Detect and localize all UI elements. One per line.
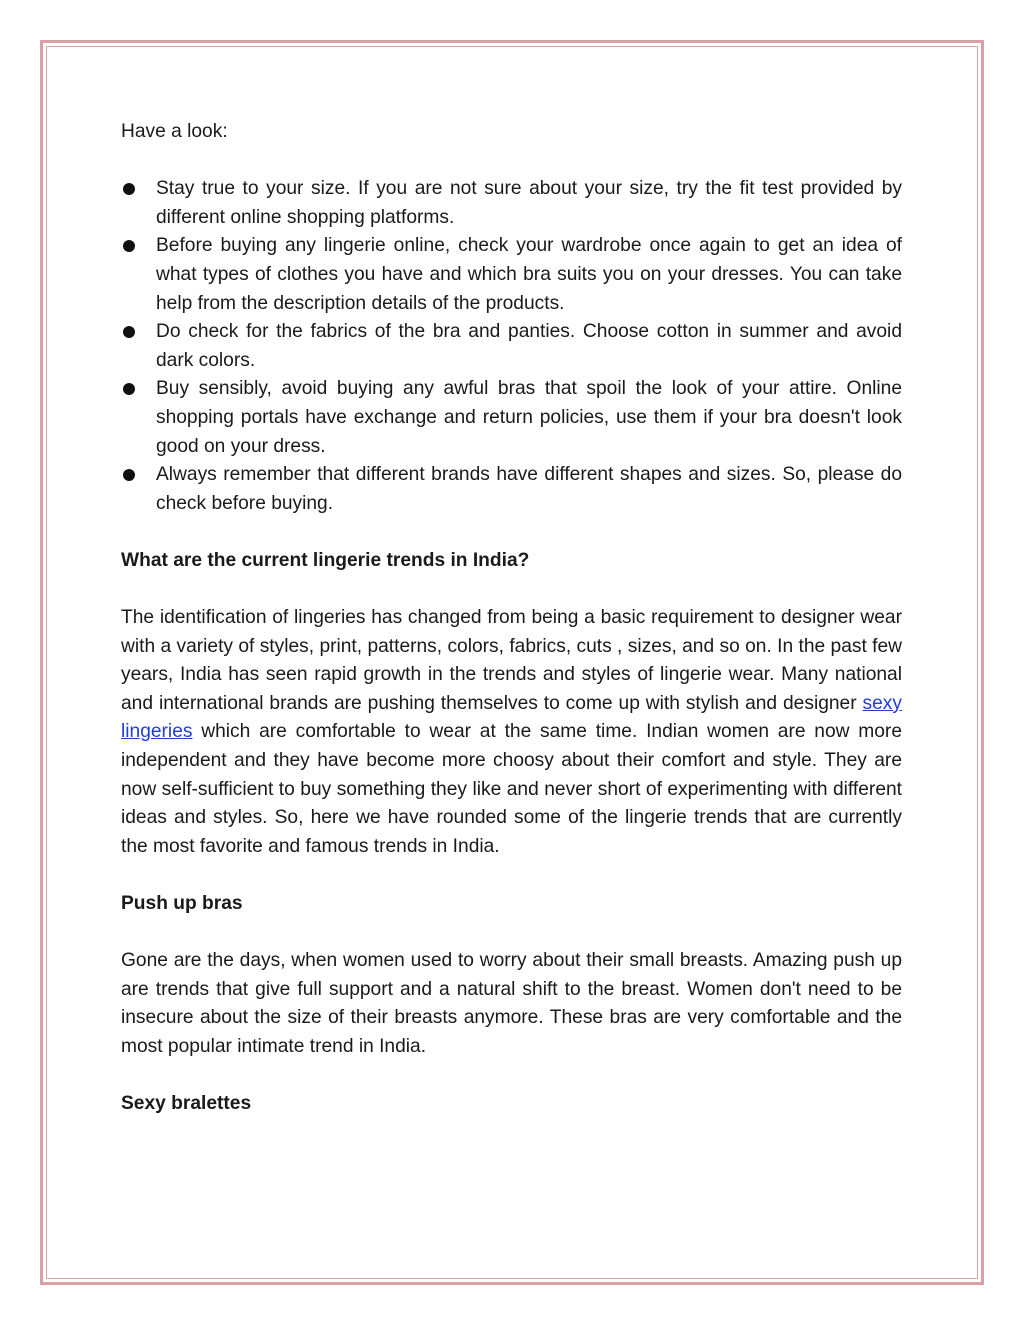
paragraph-text: which are comfortable to wear at the same time. Indian women are now more independent and they have become more choosy about their comfort and style. They are now self-sufficient to buy something they like and never short of experimenting with different ideas and styles. So, here we have rounded some of the lingerie trends that are currently the most favorite and famous trends in India.: [121, 721, 902, 857]
spacer: [121, 518, 902, 547]
section-heading-trends: What are the current lingerie trends in India?: [121, 549, 530, 571]
spacer: [121, 576, 902, 605]
list-item-text: Always remember that different brands have different shapes and sizes. So, please do check before buying.: [156, 464, 902, 514]
spacer: [121, 861, 902, 890]
list-item: [121, 318, 902, 375]
trends-paragraph: [121, 604, 902, 861]
intro-text: Have a look:: [121, 121, 228, 142]
paragraph-text: The identification of lingeries has changed from being a basic requirement to designer wear with a variety of styles, print, patterns, colors, fabrics, cuts , sizes, and so on. In the past few years, India has seen rapid growth in the trends and styles of lingerie wear. Many national and international brands are pushing themselves to come up with stylish and designer: [121, 607, 902, 714]
list-item: [121, 232, 902, 318]
push-up-paragraph: Gone are the days, when women used to worry about their small breasts. Amazing push up are trends that give full support and a natural shift to the breast. Women don't need to be insecure about the size of their breasts anymore. These bras are very comfortable and the most popular intimate trend in India.: [121, 950, 902, 1057]
list-item-text: Do check for the fabrics of the bra and panties. Choose cotton in summer and avoid dark colors.: [156, 321, 902, 371]
section-heading-bralettes: Sexy bralettes: [121, 1093, 252, 1115]
list-item-text: Stay true to your size. If you are not sure about your size, try the fit test provided by different online shopping platforms.: [156, 178, 902, 228]
tips-list: [121, 175, 902, 518]
spacer: [121, 919, 902, 948]
spacer: [121, 147, 902, 176]
section-heading-push-up: Push up bras: [121, 893, 243, 915]
document-body: [121, 118, 902, 1119]
bullet-icon: [123, 240, 135, 252]
bullet-icon: [123, 326, 135, 338]
list-item: [121, 375, 902, 461]
list-item-text: Buy sensibly, avoid buying any awful bras that spoil the look of your attire. Online shopping portals have exchange and return policies, use them if your bra doesn't look good on your dress.: [156, 378, 902, 457]
bullet-icon: [123, 183, 135, 195]
bullet-icon: [123, 383, 135, 395]
list-item-text: Before buying any lingerie online, check your wardrobe once again to get an idea of what types of clothes you have and which bra suits you on your dresses. You can take help from the description details of the products.: [156, 235, 902, 314]
list-item: [121, 175, 902, 232]
bullet-icon: [123, 469, 135, 481]
sexy-lingeries-link[interactable]: sexy lingeries: [121, 692, 902, 743]
list-item: [121, 461, 902, 518]
spacer: [121, 1062, 902, 1091]
